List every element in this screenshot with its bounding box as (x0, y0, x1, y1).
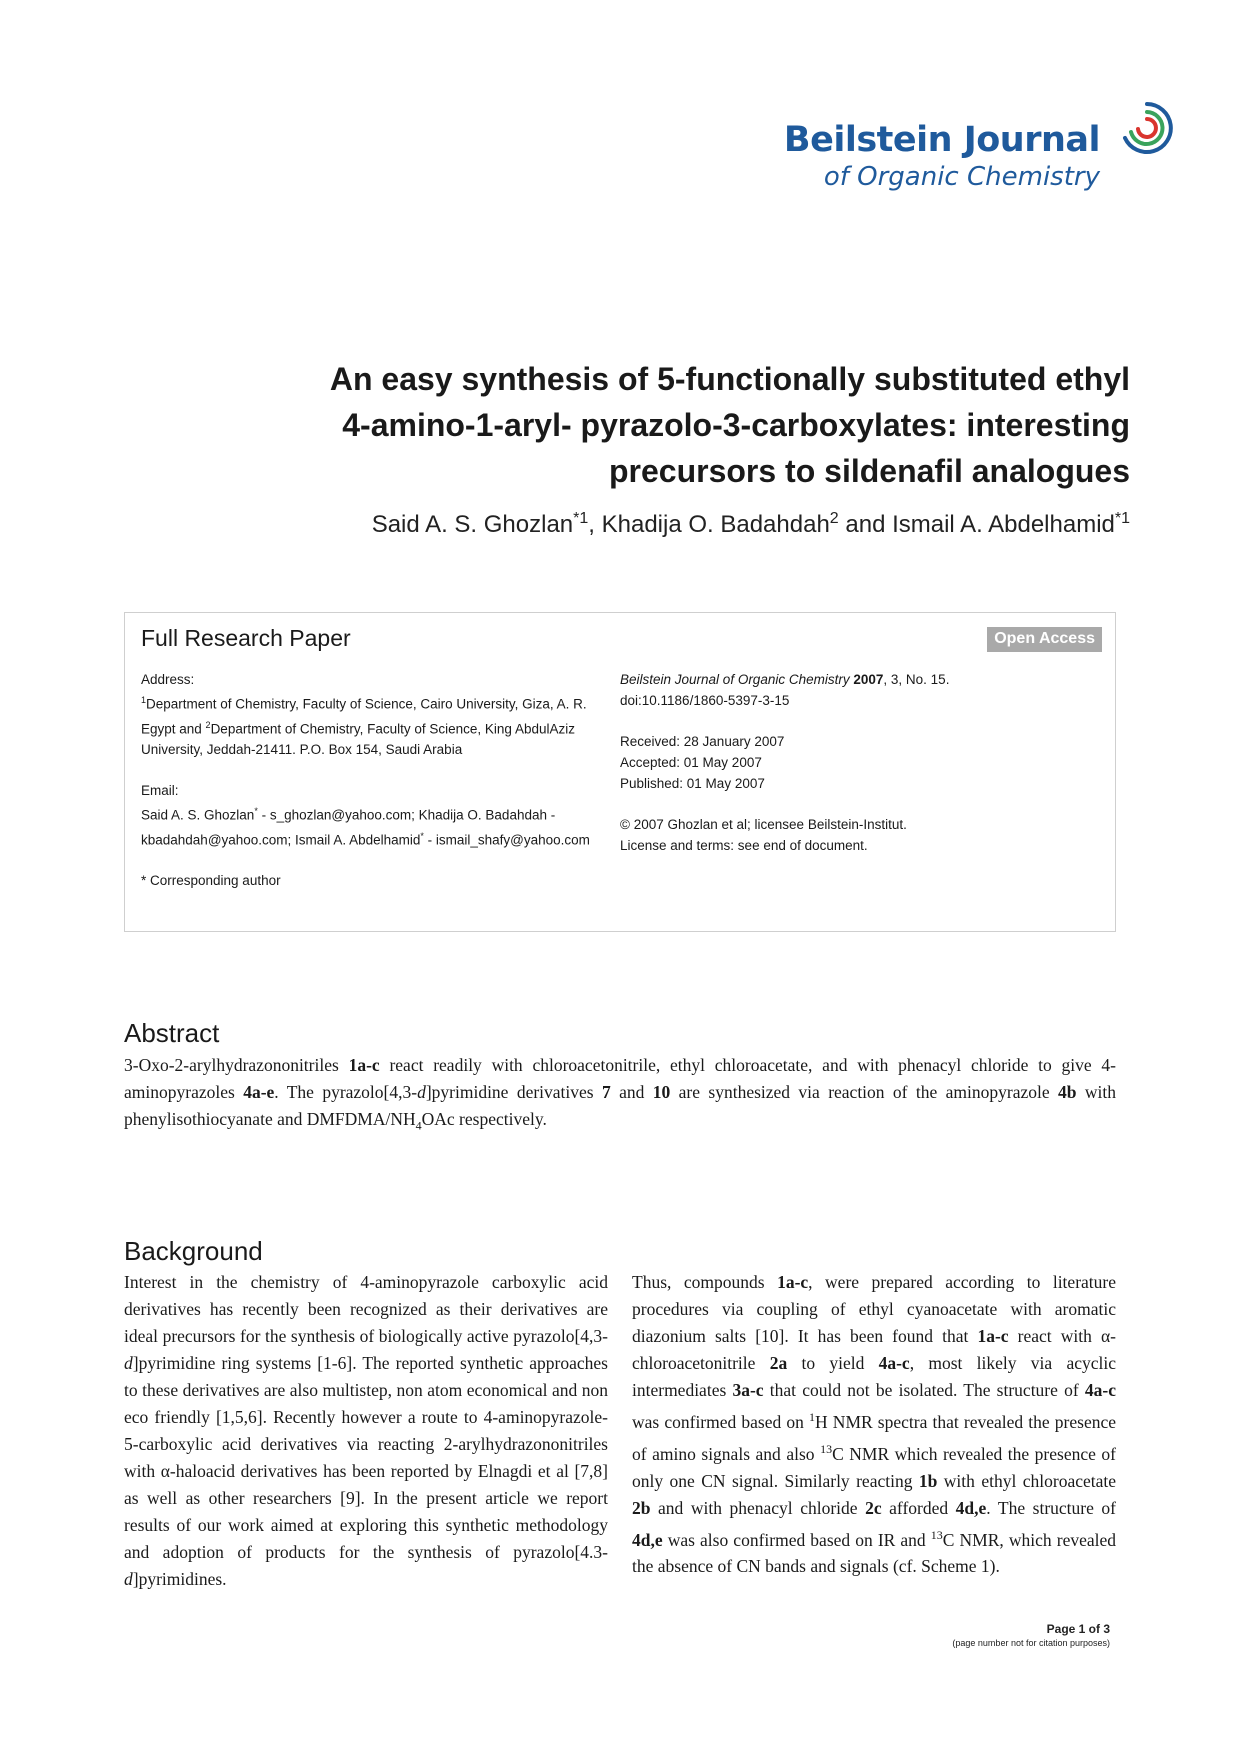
text-run: that could not be isolated. The structure of (763, 1380, 1085, 1400)
article-title (250, 356, 1130, 494)
text-run: 10 (652, 1082, 671, 1102)
citation-column (620, 669, 1060, 856)
open-access-badge: Open Access (987, 627, 1102, 652)
text-run: 4a-c (878, 1353, 910, 1373)
text-run: 1b (918, 1470, 938, 1491)
copyright: © 2007 Ghozlan et al; licensee Beilstein-Institut. (620, 817, 907, 832)
page-number: Page 1 of 3 (1046, 1622, 1110, 1636)
abstract-heading: Abstract (124, 1018, 220, 1048)
citation-journal: Beilstein Journal of Organic Chemistry (620, 672, 850, 687)
address-label: Address: (141, 672, 195, 687)
text-run: Thus, compounds (632, 1272, 778, 1292)
text-run: ]pyrimidines. (132, 1569, 227, 1589)
text-run: 4a-c (1084, 1380, 1116, 1400)
text-run: . The pyrazolo[4,3- (274, 1082, 418, 1102)
title-line: precursors to sildenafil analogues (608, 453, 1130, 489)
text-run: and (610, 1082, 653, 1102)
citation-year: 2007 (853, 672, 884, 687)
text-run: d (124, 1569, 133, 1589)
text-run: to yield (787, 1353, 879, 1373)
published-date: Published: 01 May 2007 (620, 776, 765, 791)
text-run: 2b (632, 1497, 651, 1518)
citation (620, 669, 1060, 690)
text-run: react with α-chloroacetonitrile (632, 1326, 1116, 1373)
author-name: Said A. S. Ghozlan (371, 511, 574, 538)
license: License and terms: see end of document. (620, 838, 868, 853)
text-run: 1a-c (348, 1055, 380, 1075)
address-text (141, 690, 611, 760)
text-run: 4b (1058, 1082, 1077, 1102)
text-run: are synthesized via reaction of the aminopyrazole (670, 1082, 1059, 1102)
text-run: react readily with chloroacetonitrile, ethyl chloroacetate, and with phenacyl chloride to give 4-aminopyrazoles (124, 1055, 1116, 1102)
journal-name-line1: Beilstein Journal (783, 120, 1100, 160)
author-affiliation: *1 (1114, 510, 1130, 527)
address-part: Department of Chemistry, Faculty of Science, Cairo University, Giza, A. R. Egypt and (141, 696, 587, 736)
text-run: 4d,e (955, 1497, 987, 1518)
text-run: 1 (809, 1410, 816, 1424)
accepted-date: Accepted: 01 May 2007 (620, 755, 762, 770)
text-run: ]pyrimidine ring systems [1-6]. The reported synthetic approaches to these derivatives are also multistep, non atom economical and non eco friendly [1,5,6]. Recently however a route to 4-aminopyrazole-5-carboxylic acid derivatives via reacting 2-arylhydrazononitriles with α-haloacid derivatives has been reported by Elnagdi et al [7,8] as well as other researchers [9]. In the present article we report results of our work aimed at exploring this synthetic methodology and adoption of products for the synthesis of pyrazolo[4.3- (124, 1353, 608, 1562)
email-part: Said A. S. Ghozlan (141, 807, 255, 823)
background-column-right (632, 1269, 1116, 1580)
text-run: and with phenacyl chloride (650, 1497, 866, 1518)
background-heading: Background (124, 1236, 263, 1266)
text-run: 4 (415, 1118, 422, 1133)
text-run: with phenylisothiocyanate and DMFDMA/NH (124, 1082, 1116, 1129)
text-run: ]pyrimidine derivatives (425, 1082, 602, 1102)
text-run: was confirmed based on (632, 1411, 810, 1432)
text-run: OAc respectively. (421, 1109, 547, 1129)
text-run: was also confirmed based on IR and (662, 1529, 931, 1550)
page-number-note: (page number not for citation purposes) (952, 1638, 1110, 1648)
text-run: 13 (820, 1441, 833, 1456)
email-part: - ismail_shafy@yahoo.com (423, 832, 590, 847)
author-name: , Khadija O. Badahdah (588, 511, 830, 538)
author-name: and Ismail A. Abdelhamid (838, 511, 1115, 538)
text-run: 13 (930, 1527, 943, 1542)
text-run: 1a-c (977, 1326, 1009, 1346)
address-part: Department of Chemistry, Faculty of Science, King AbdulAziz University, Jeddah-21411. P.O. Box 154, Saudi Arabia (141, 721, 575, 757)
text-run: with ethyl chloroacetate (937, 1470, 1117, 1491)
text-run: d (124, 1353, 133, 1373)
paper-type-label: Full Research Paper (141, 625, 351, 651)
text-run: 3-Oxo-2-arylhydrazononitriles (124, 1055, 349, 1075)
received-date: Received: 28 January 2007 (620, 734, 785, 749)
abstract-body (124, 1052, 1116, 1140)
text-run: afforded (881, 1497, 956, 1518)
page-footer (952, 1622, 1110, 1648)
background-column-left (124, 1269, 608, 1593)
email-part: - s_ghozlan@yahoo.com; Khadija O. Badahdah - kbadahdah@yahoo.com; Ismail A. Abdelhamid (141, 807, 556, 847)
email-text (141, 801, 611, 850)
text-run: 2a (769, 1353, 788, 1373)
affiliation-marker: 1 (141, 695, 147, 705)
text-run: , were prepared according to literature procedures via coupling of ethyl cyanoacetate with aromatic diazonium salts [10]. It has been found that (632, 1272, 1116, 1346)
text-run: 4d,e (632, 1529, 663, 1550)
journal-name-line2: of Organic Chemistry (823, 162, 1100, 192)
author-list (250, 510, 1130, 539)
text-run: 1a-c (777, 1272, 809, 1292)
text-run: 7 (602, 1082, 611, 1102)
doi: doi:10.1186/1860-5397-3-15 (620, 693, 790, 708)
email-label: Email: (141, 783, 179, 798)
affiliation-marker: 2 (205, 719, 211, 730)
text-run: d (417, 1082, 426, 1102)
journal-swirl-icon (1117, 98, 1177, 158)
citation-volume: , 3, No. 15. (883, 672, 950, 687)
title-line: 4-amino-1-aryl- pyrazolo-3-carboxylates: interesting (342, 407, 1130, 443)
text-run: C NMR, which revealed the absence of CN bands and signals (cf. Scheme 1). (632, 1529, 1116, 1577)
author-affiliation: *1 (573, 510, 589, 527)
text-run: C NMR which revealed the presence of only one CN signal. Similarly reacting (632, 1443, 1117, 1491)
title-line: An easy synthesis of 5-functionally substituted ethyl (329, 361, 1130, 397)
corresponding-author-note: * Corresponding author (141, 873, 281, 888)
text-run: 2c (865, 1497, 882, 1518)
text-run: 4a-e (243, 1082, 275, 1102)
author-affiliation: 2 (829, 510, 839, 527)
corresponding-marker: * (254, 806, 258, 816)
address-email-column (141, 669, 611, 891)
text-run: 3a-c (732, 1380, 764, 1400)
journal-logo (784, 120, 1100, 192)
article-info-box (124, 612, 1116, 932)
text-run: , most likely via acyclic intermediates (632, 1353, 1116, 1400)
corresponding-marker: * (420, 830, 424, 841)
text-run: H NMR spectra that revealed the presence of amino signals and also (632, 1411, 1116, 1464)
text-run: Interest in the chemistry of 4-aminopyrazole carboxylic acid derivatives has recently been recognized as their derivatives are ideal precursors for the synthesis of biologically active pyrazolo[4,3- (124, 1272, 608, 1346)
text-run: . The structure of (986, 1497, 1116, 1518)
